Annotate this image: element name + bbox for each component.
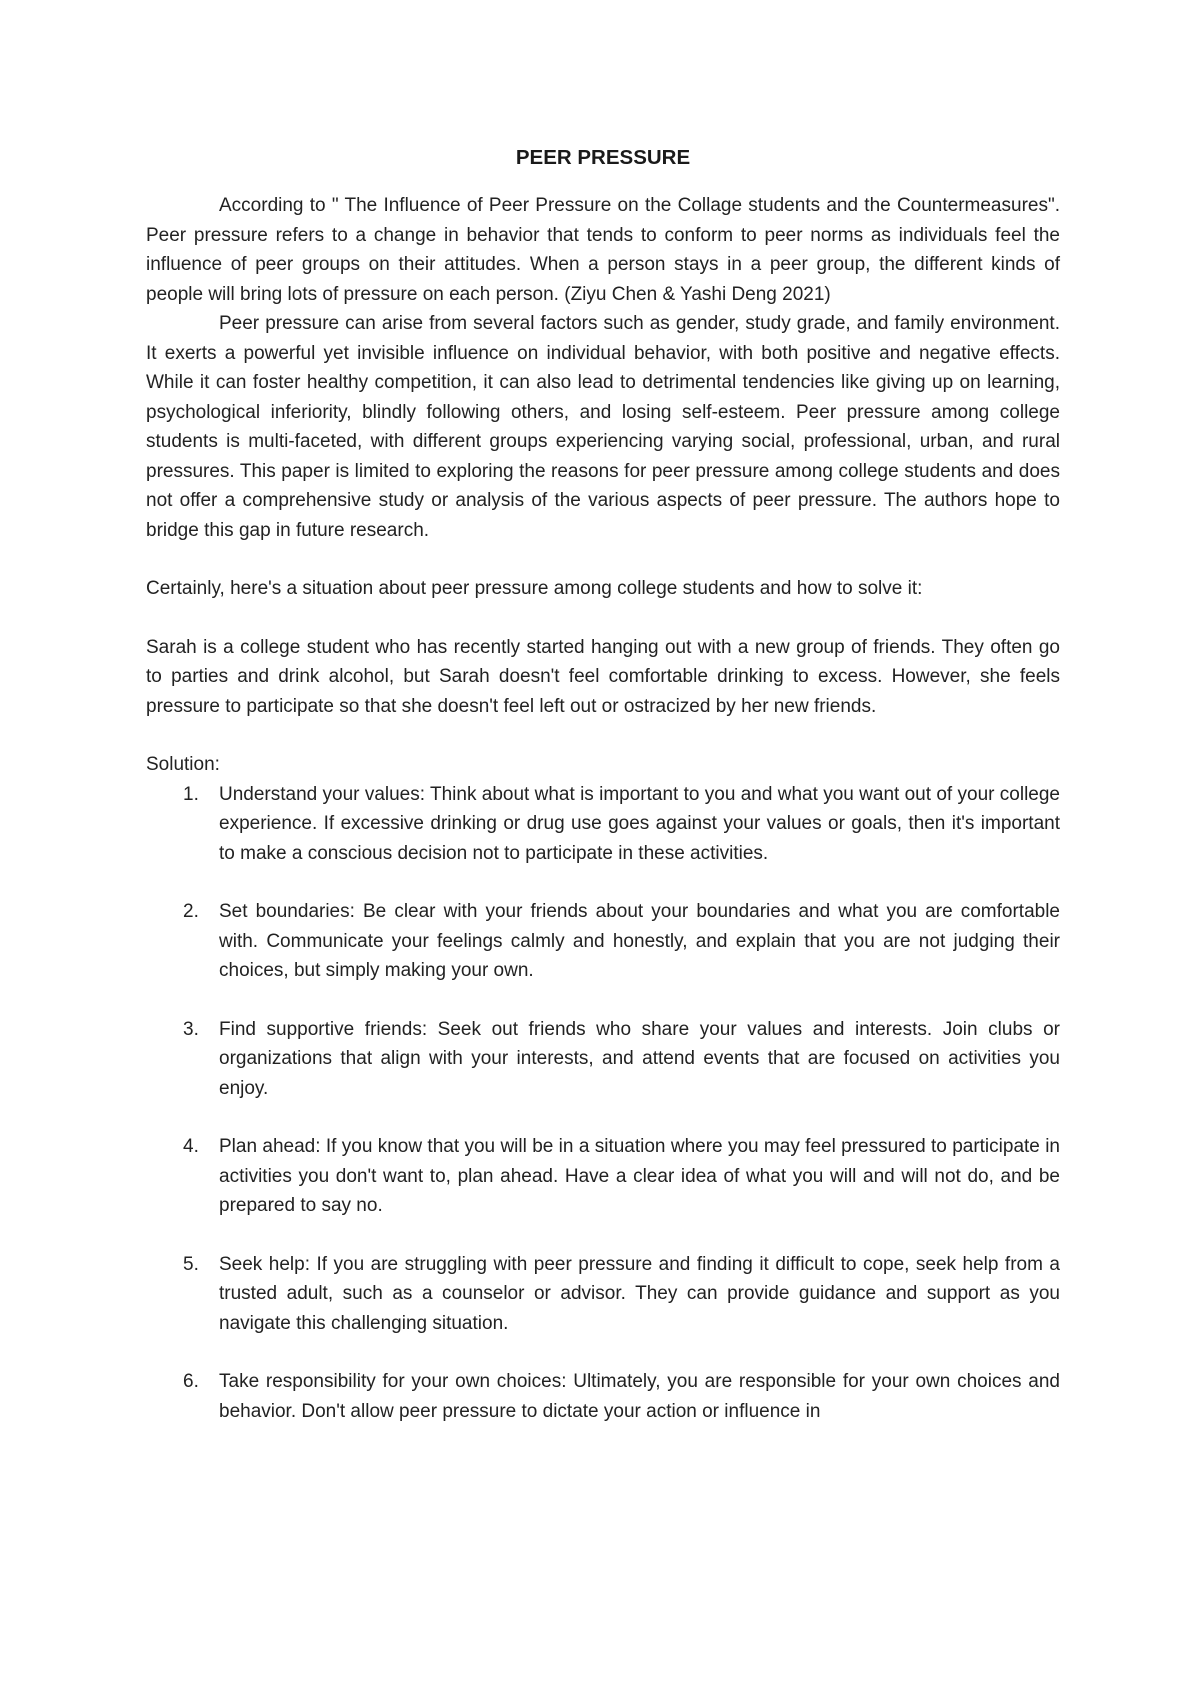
list-item-number: 6. (183, 1371, 199, 1392)
list-item-text: Set boundaries: Be clear with your friends about your boundaries and what you are comfortable with. Communicate your feelings calmly and honestly, and explain that you are not judging their choices, but simply making your own. (219, 901, 1060, 981)
list-item (146, 1250, 1060, 1339)
factors-paragraph: Peer pressure can arise from several factors such as gender, study grade, and family environment. It exerts a powerful yet invisible influence on individual behavior, with both positive and negative effects. While it can foster healthy competition, it can also lead to detrimental tendencies like giving up on learning, psychological inferiority, blindly following others, and losing self-esteem. Peer pressure among college students is multi-faceted, with different groups experiencing varying social, professional, urban, and rural pressures. This paper is limited to exploring the reasons for peer pressure among college students and does not offer a comprehensive study or analysis of the various aspects of peer pressure. The authors hope to bridge this gap in future research. (146, 313, 1060, 541)
intro-paragraph: According to " The Influence of Peer Pressure on the Collage students and the Countermeasures". Peer pressure refers to a change in behavior that tends to conform to peer norms as individuals feel the influence of peer groups on their attitudes. When a person stays in a peer group, the different kinds of people will bring lots of pressure on each person. (Ziyu Chen & Yashi Deng 2021) (146, 195, 1060, 305)
list-item-text: Find supportive friends: Seek out friends who share your values and interests. Join clubs or organizations that align with your interests, and attend events that are focused on activities you enjoy. (219, 1018, 1060, 1099)
list-item (146, 780, 1060, 869)
spacer (146, 604, 1060, 633)
list-item-number: 3. (183, 1018, 199, 1040)
document-title: PEER PRESSURE (515, 146, 691, 169)
solution-list (146, 780, 1060, 1427)
scenario-paragraph: Sarah is a college student who has recently started hanging out with a new group of friends. They often go to parties and drink alcohol, but Sarah doesn't feel comfortable drinking to excess. However, she feels pressure to participate so that she doesn't feel left out or ostracized by her new friends. (146, 636, 1060, 717)
list-item (146, 1367, 1060, 1426)
spacer (146, 545, 1060, 574)
list-item-text: Plan ahead: If you know that you will be in a situation where you may feel pressured to participate in activities you don't want to, plan ahead. Have a clear idea of what you will and will not do, and be prepared to say no. (219, 1136, 1060, 1216)
situation-intro-paragraph: Certainly, here's a situation about peer pressure among college students and how to solve it: (146, 578, 923, 599)
list-item-number: 1. (183, 783, 199, 805)
document-page (146, 143, 1060, 1426)
list-item-number: 5. (183, 1253, 199, 1275)
list-item-text: Understand your values: Think about what is important to you and what you want out of your college experience. If excessive drinking or drug use goes against your values or goals, then it's important to make a conscious decision not to participate in these activities. (219, 783, 1060, 864)
list-item (146, 1132, 1060, 1221)
list-item-number: 4. (183, 1136, 199, 1157)
list-item-number: 2. (183, 901, 199, 922)
list-item-text: Seek help: If you are struggling with peer pressure and finding it difficult to cope, seek help from a trusted adult, such as a counselor or advisor. They can provide guidance and support as you navigate this challenging situation. (219, 1253, 1060, 1334)
solution-label: Solution: (146, 754, 220, 775)
list-item (146, 897, 1060, 986)
spacer (146, 721, 1060, 750)
list-item (146, 1015, 1060, 1104)
list-item-text: Take responsibility for your own choices: Ultimately, you are responsible for your own choices and behavior. Don't allow peer pressure to dictate your action or influence in (219, 1371, 1060, 1422)
